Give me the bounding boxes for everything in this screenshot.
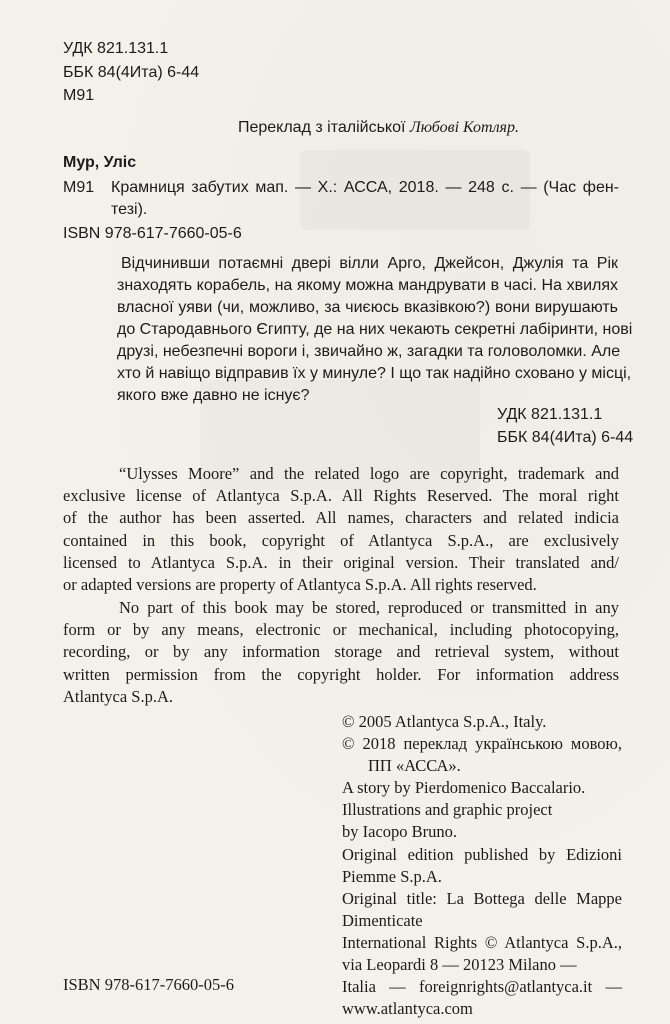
rights-paragraph [63, 597, 619, 708]
copyright-line: licensed to Atlantyca S.p.A. in their original version. Their translated and/ [63, 552, 619, 572]
copyright-line: of the author has been asserted. All names, characters and related indicia [63, 508, 619, 528]
credits-line: Illustrations and graphic project [342, 800, 553, 820]
annotation-line: до Стародавнього Єгипту, де на них чекають секретні лабіринти, нові [117, 321, 633, 338]
catalog-entry-line: Крамниця забутих мап. — Х.: АССА, 2018. — 248 с. — (Час фен- [111, 179, 619, 196]
udk-code: УДК 821.131.1 [63, 40, 169, 57]
credits-line: © 2005 Atlantyca S.p.A., Italy. [342, 712, 547, 731]
copyright-line: “Ulysses Moore” and the related logo are copyright, trademark and [119, 464, 619, 483]
catalog-code: М91 [63, 179, 95, 196]
credits-line: Original edition published by Edizioni [342, 844, 622, 864]
translator-name: Любові Котляр. [409, 119, 519, 136]
credits-block [342, 711, 622, 1020]
copyright-paragraph [63, 463, 619, 596]
bbk-code-right: ББК 84(4Ита) 6-44 [497, 429, 634, 446]
author-mark: М91 [63, 87, 95, 104]
credits-line: International Rights © Atlantyca S.p.A., [342, 932, 622, 952]
udk-code-right: УДК 821.131.1 [497, 406, 603, 423]
credits-line: Original title: La Bottega delle Mappe [342, 888, 622, 908]
credits-line: Dimenticate [342, 910, 423, 930]
annotation-line: хто й навіщо відправив їх у минуле? І що так надійно сховано у місці, [117, 365, 632, 382]
annotation-line: якого вже давно не існує? [117, 387, 310, 404]
credits-line: www.atlantyca.com [342, 999, 473, 1019]
annotation-line: друзі, небезпечні вороги і, звичайно ж, загадки та головоломки. Але [117, 343, 621, 360]
credits-line: by Iacopo Bruno. [342, 822, 458, 842]
author-name: Мур, Уліс [63, 154, 137, 171]
catalog-entry [63, 177, 619, 221]
credits-line: A story by Pierdomenico Baccalario. [342, 778, 586, 798]
isbn-top: ISBN 978-617-7660-05-6 [63, 225, 242, 242]
bbk-code: ББК 84(4Ита) 6-44 [63, 64, 200, 81]
annotation-line: знаходять корабель, на якому можна мандрувати в часі. На хвилях [117, 277, 618, 294]
credits-line: © 2018 переклад українською мовою, [342, 734, 622, 754]
copyright-line: contained in this book, copyright of Atlantyca S.p.A., are exclusively [63, 530, 619, 550]
annotation-line: Відчинивши потаємні двері вілли Арго, Джейсон, Джулія та Рік [121, 255, 618, 272]
rights-line: written permission from the copyright holder. For information address [63, 664, 619, 684]
rights-line: recording, or by any information storage and retrieval system, without [63, 642, 619, 662]
credits-line: via Leopardi 8 — 20123 Milano — [342, 955, 577, 975]
credits-line: ПП «АССА». [368, 756, 461, 776]
isbn-bottom: ISBN 978-617-7660-05-6 [63, 975, 234, 994]
rights-line: No part of this book may be stored, reproduced or transmitted in any [119, 598, 619, 617]
annotation-line: власної уяви (чи, можливо, за чиєюсь вказівкою?) вони вирушають [117, 299, 618, 316]
translation-prefix: Переклад з італійської [237, 119, 410, 136]
rights-line: form or by any means, electronic or mechanical, including photocopying, [63, 620, 619, 640]
annotation [117, 253, 633, 407]
credits-line: Italia — foreignrights@atlantyca.it — [342, 977, 622, 997]
copyright-line: or adapted versions are property of Atlantyca S.p.A. All rights reserved. [63, 575, 537, 595]
rights-line: Atlantyca S.p.A. [63, 686, 173, 706]
translation-credit [238, 119, 519, 137]
copyright-line: exclusive license of Atlantyca S.p.A. All Rights Reserved. The moral right [63, 486, 619, 506]
catalog-entry-line: тезі). [111, 201, 148, 218]
credits-line: Piemme S.p.A. [342, 866, 442, 886]
